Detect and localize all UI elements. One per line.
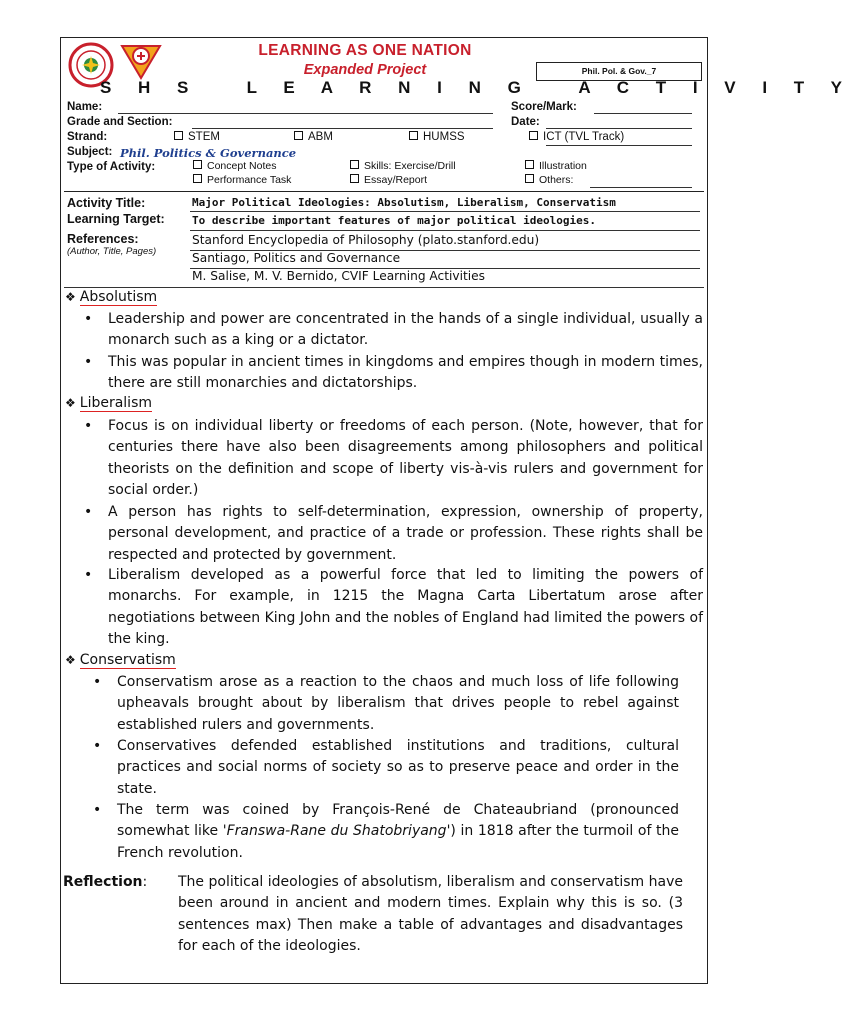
- strand-humss-option[interactable]: HUMSS: [409, 131, 465, 143]
- name-field[interactable]: [118, 101, 493, 114]
- reflection-label: Reflection: [63, 874, 143, 890]
- divider: [190, 211, 700, 212]
- cvif-logo-icon: [118, 42, 164, 80]
- list-item: • Leadership and power are concentrated in the hands of a single individual, usually a monarch such as a king or a dictator.: [84, 311, 703, 349]
- strand-ict-option[interactable]: ICT (TVL Track): [529, 131, 624, 143]
- learning-target-value: To describe important features of major political ideologies.: [192, 214, 596, 227]
- checkbox-icon: [525, 160, 534, 169]
- bullet-icon: •: [93, 674, 102, 690]
- org-title: LEARNING AS ONE NATION: [258, 42, 472, 59]
- activity-type-label: Type of Activity:: [67, 161, 156, 173]
- checkbox-icon: [193, 160, 202, 169]
- section-heading-liberalism: ❖ Liberalism: [65, 395, 153, 411]
- divider: [64, 191, 704, 192]
- diamond-bullet-icon: ❖: [65, 396, 76, 410]
- list-item: • Focus is on individual liberty or freedoms of each person. (Note, however, that for centuries there have also been disagreements among philosophers and political theorists on the definition and scope of liberty vis-à-vis rulers and government for social order.): [84, 418, 703, 499]
- list-item: • A person has rights to self-determination, expression, ownership of property, personal development, and practice of a trade or profession. These rights shall be respected and protected by government.: [84, 504, 703, 563]
- divider: [64, 287, 704, 288]
- date-label: Date:: [511, 116, 540, 128]
- bullet-icon: •: [84, 504, 93, 520]
- checkbox-icon: [174, 131, 183, 140]
- others-field[interactable]: [590, 175, 692, 188]
- divider: [546, 145, 692, 146]
- score-field[interactable]: [594, 101, 692, 114]
- diamond-bullet-icon: ❖: [65, 653, 76, 667]
- references-hint: (Author, Title, Pages): [67, 246, 157, 257]
- divider: [190, 230, 700, 231]
- reference-item: Santiago, Politics and Governance: [192, 251, 401, 265]
- diamond-bullet-icon: ❖: [65, 290, 76, 304]
- name-label: Name:: [67, 101, 103, 113]
- section-heading-conservatism: ❖ Conservatism: [65, 652, 176, 668]
- checkbox-icon: [193, 174, 202, 183]
- list-item: • Conservatives defended established institutions and traditions, cultural practices and social norms of society so as to preserve peace and order in the state.: [93, 738, 679, 797]
- activity-code: Phil. Pol. & Gov._7: [536, 62, 702, 81]
- learning-target-label: Learning Target:: [67, 212, 165, 226]
- type-performance-task-option[interactable]: Performance Task: [193, 174, 291, 186]
- type-skills-option[interactable]: Skills: Exercise/Drill: [350, 160, 456, 172]
- list-item: • This was popular in ancient times in kingdoms and empires though in modern times, there are still monarchies and dictatorships.: [84, 354, 703, 392]
- activity-title-label: Activity Title:: [67, 196, 146, 210]
- checkbox-icon: [350, 160, 359, 169]
- type-essay-report-option[interactable]: Essay/Report: [350, 174, 427, 186]
- activity-title-value: Major Political Ideologies: Absolutism, Liberalism, Conservatism: [192, 196, 616, 209]
- strand-label: Strand:: [67, 131, 108, 143]
- list-item: • Conservatism arose as a reaction to the chaos and much loss of life following upheavals brought about by liberalism that drives people to rebel against established rulers and governments.: [93, 674, 679, 733]
- pronunciation-text: Franswa-Rane du Shatobriyang: [226, 823, 447, 840]
- reference-item: M. Salise, M. V. Bernido, CVIF Learning Activities: [192, 269, 486, 283]
- bullet-icon: •: [84, 354, 93, 370]
- reflection-text: The political ideologies of absolutism, liberalism and conservatism have been around in ancient and modern times. Explain why this is so. (3 sentences max) Then make a table of advantages and disadvantages for each of the ideologies.: [178, 874, 683, 955]
- references-label: References:: [67, 232, 139, 246]
- type-illustration-option[interactable]: Illustration: [525, 160, 587, 172]
- bullet-icon: •: [84, 418, 93, 434]
- bullet-icon: •: [93, 738, 102, 754]
- checkbox-icon: [525, 174, 534, 183]
- checkbox-icon: [529, 131, 538, 140]
- checkbox-icon: [294, 131, 303, 140]
- section-heading-absolutism: ❖ Absolutism: [65, 289, 158, 305]
- type-others-option[interactable]: Others:: [525, 174, 573, 186]
- bullet-icon: •: [84, 311, 93, 327]
- list-item: • Liberalism developed as a powerful force that led to limiting the powers of monarchs. For example, in 1215 the Magna Carta Libertatum arose after negotiations between King John and the nobles of England had limited the powers of the king.: [84, 567, 703, 648]
- bullet-icon: •: [84, 567, 93, 583]
- grade-section-field[interactable]: [192, 116, 493, 129]
- subject-value: Phil. Politics & Governance: [120, 146, 297, 160]
- project-subtitle: Expanded Project: [303, 62, 427, 78]
- conservatism-bullet-text: The term was coined by François-René de Chateaubriand (pronounced somewhat like 'Franswa-Rane du Shatobriyang') in 1818 after the turmoil of the French revolution.: [117, 802, 679, 861]
- page-title: S H S L E A R N I N G A C T I V I T Y: [100, 78, 853, 97]
- strand-abm-option[interactable]: ABM: [294, 131, 333, 143]
- date-field[interactable]: [546, 116, 692, 129]
- reference-item: Stanford Encyclopedia of Philosophy (plato.stanford.edu): [192, 233, 540, 247]
- subject-label: Subject:: [67, 146, 113, 158]
- score-label: Score/Mark:: [511, 101, 577, 113]
- grade-section-label: Grade and Section:: [67, 116, 173, 128]
- strand-stem-option[interactable]: STEM: [174, 131, 220, 143]
- checkbox-icon: [409, 131, 418, 140]
- checkbox-icon: [350, 174, 359, 183]
- type-concept-notes-option[interactable]: Concept Notes: [193, 160, 276, 172]
- list-item: [93, 800, 679, 864]
- reflection-block: Reflection: The political ideologies of absolutism, liberalism and conservatism have been around in ancient and modern times. Explain why this is so. (3 sentences max) Then make a table of advantages and disadvantages for each of the ideologies.: [63, 872, 683, 893]
- bullet-icon: •: [93, 802, 102, 818]
